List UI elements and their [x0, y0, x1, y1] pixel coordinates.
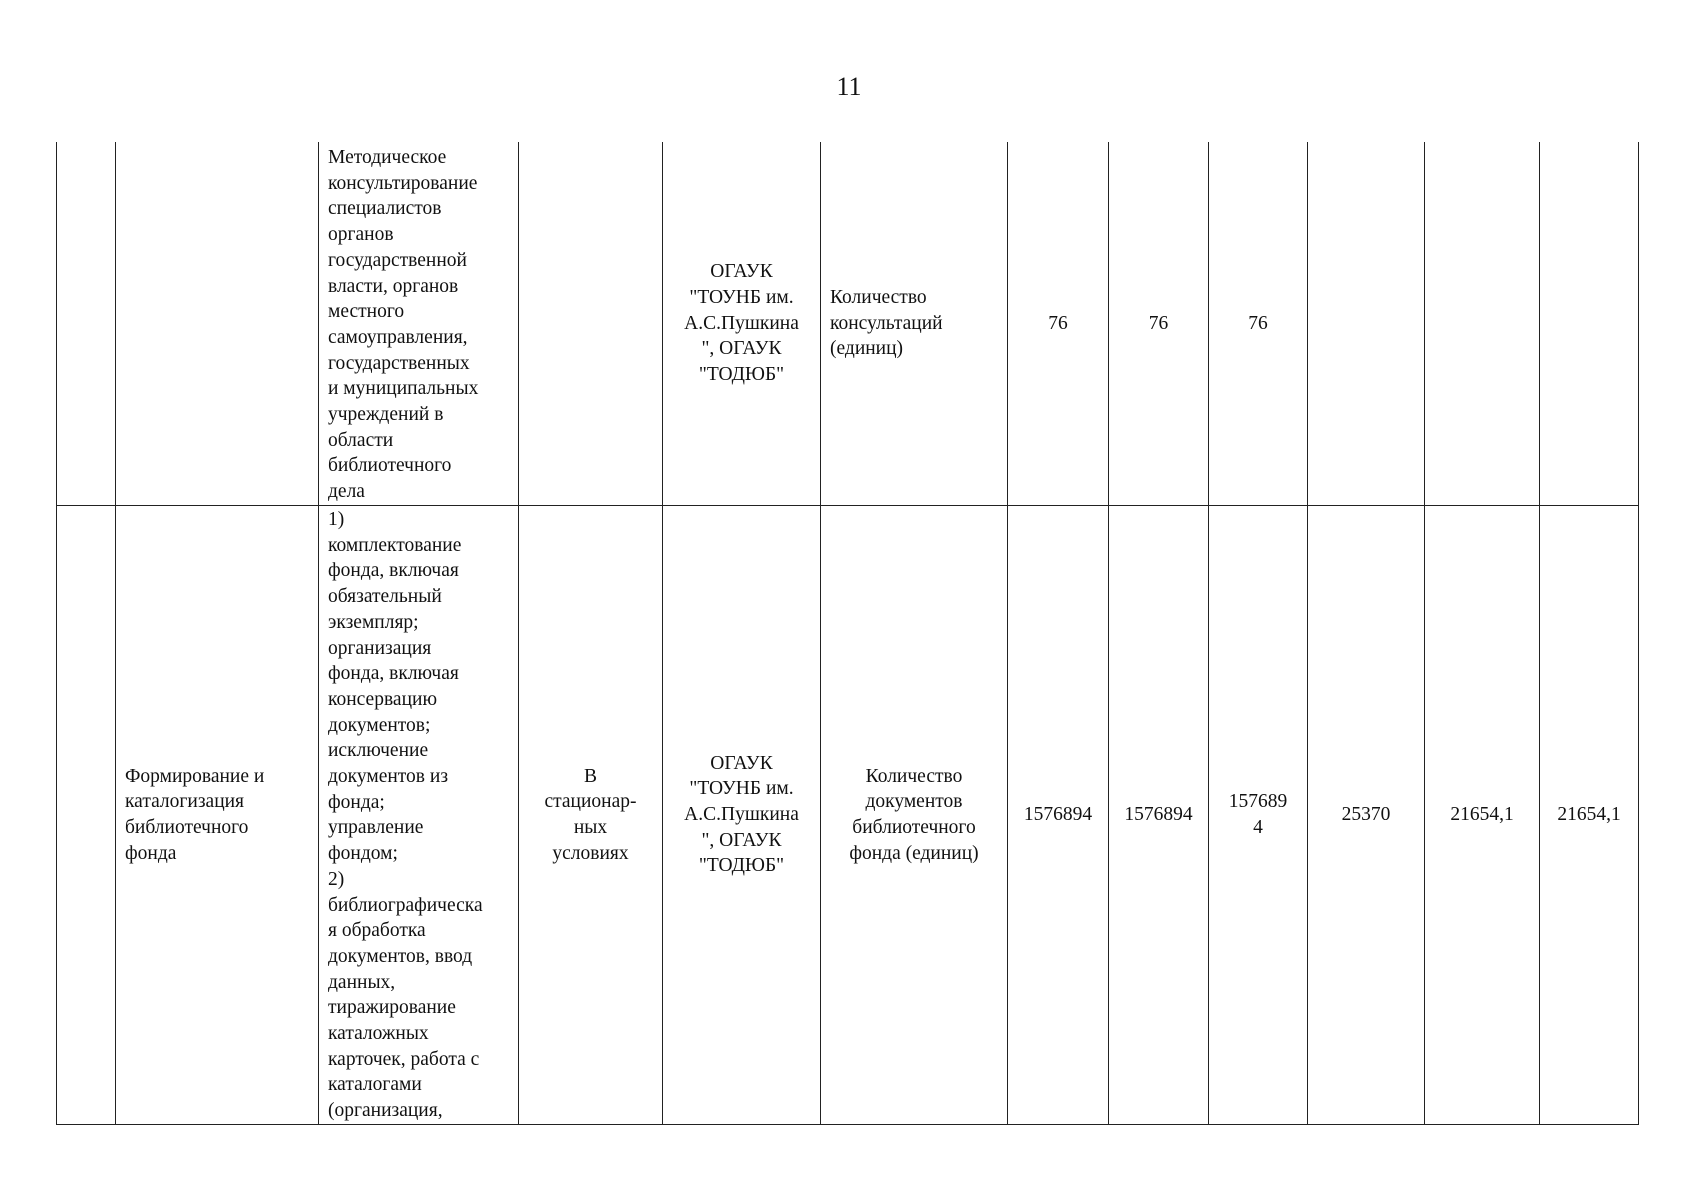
indicator-cell: Количество консультаций (единиц) [821, 142, 1008, 506]
value-cell [1425, 142, 1540, 506]
row-number-cell [57, 506, 116, 1125]
service-content-cell: 1) комплектование фонда, включая обязательный экземпляр; организация фонда, включая консервацию документов; исключение документов из фонда; управление фондом; 2) библиографическа я обработка документов, ввод данных, тиражирование каталожных карточек, работа с каталогами (организация, [319, 506, 519, 1125]
value-cell: 1576894 [1109, 506, 1209, 1125]
value-cell: 76 [1209, 142, 1308, 506]
page-number: 11 [836, 72, 862, 101]
value-cell: 157689 4 [1209, 506, 1308, 1125]
conditions-cell: В стационар- ных условиях [519, 506, 663, 1125]
value-cell: 21654,1 [1540, 506, 1639, 1125]
value-cell [1308, 142, 1425, 506]
provider-cell: ОГАУК "ТОУНБ им. А.С.Пушкина ", ОГАУК "ТОДЮБ" [663, 506, 821, 1125]
row-number-cell [57, 142, 116, 506]
value-cell: 25370 [1308, 506, 1425, 1125]
value-cell: 21654,1 [1425, 506, 1540, 1125]
provider-cell: ОГАУК "ТОУНБ им. А.С.Пушкина ", ОГАУК "ТОДЮБ" [663, 142, 821, 506]
value-cell: 76 [1008, 142, 1109, 506]
table-row [57, 506, 1639, 1125]
conditions-cell [519, 142, 663, 506]
table-row [57, 142, 1639, 506]
service-name-cell [116, 142, 319, 506]
services-table [56, 142, 1639, 1125]
value-cell: 76 [1109, 142, 1209, 506]
service-name-cell: Формирование и каталогизация библиотечного фонда [116, 506, 319, 1125]
service-content-cell: Методическое консультирование специалистов органов государственной власти, органов местного самоуправления, государственных и муниципальных учреждений в области библиотечного дела [319, 142, 519, 506]
value-cell: 1576894 [1008, 506, 1109, 1125]
indicator-cell: Количество документов библиотечного фонда (единиц) [821, 506, 1008, 1125]
value-cell [1540, 142, 1639, 506]
